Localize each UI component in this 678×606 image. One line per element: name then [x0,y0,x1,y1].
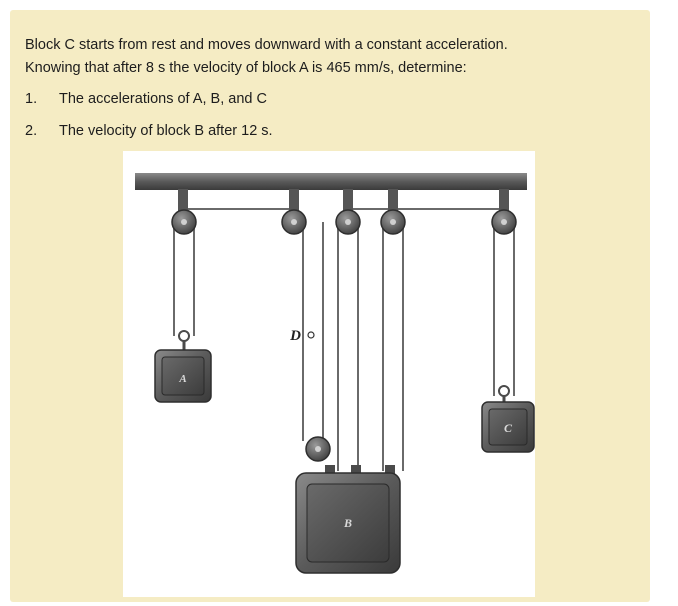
pulley-1-icon [172,210,196,234]
question-item-1 [25,88,635,120]
question-text-1: The accelerations of A, B, and C [59,91,267,107]
question-number-1: 1. [25,91,38,107]
problem-card [10,10,650,602]
question-list [25,88,635,152]
label-b: B [343,516,353,530]
ropes [174,209,514,471]
point-d-marker [308,332,314,338]
label-d: D [290,328,301,344]
label-c: C [503,421,513,435]
problem-line-1: Block C starts from rest and moves downward with a constant acceleration. [25,37,508,53]
pulley-figure [123,151,535,597]
pulley-2-icon [282,210,306,234]
pulley-5-icon [492,210,516,234]
block-a [155,331,211,402]
label-a: A [179,373,187,385]
pulley-4-icon [381,210,405,234]
block-c [482,386,534,452]
pulley-diagram [123,151,535,597]
problem-statement [25,34,635,152]
problem-line-2: Knowing that after 8 s the velocity of block A is 465 mm/s, determine: [25,60,467,76]
pulley-3-icon [336,210,360,234]
question-text-2: The velocity of block B after 12 s. [59,123,273,139]
question-item-2 [25,120,635,152]
question-number-2: 2. [25,123,38,139]
ceiling-beam [135,173,527,190]
pulley-hangers [178,189,509,211]
pulley-b-icon [306,437,330,461]
